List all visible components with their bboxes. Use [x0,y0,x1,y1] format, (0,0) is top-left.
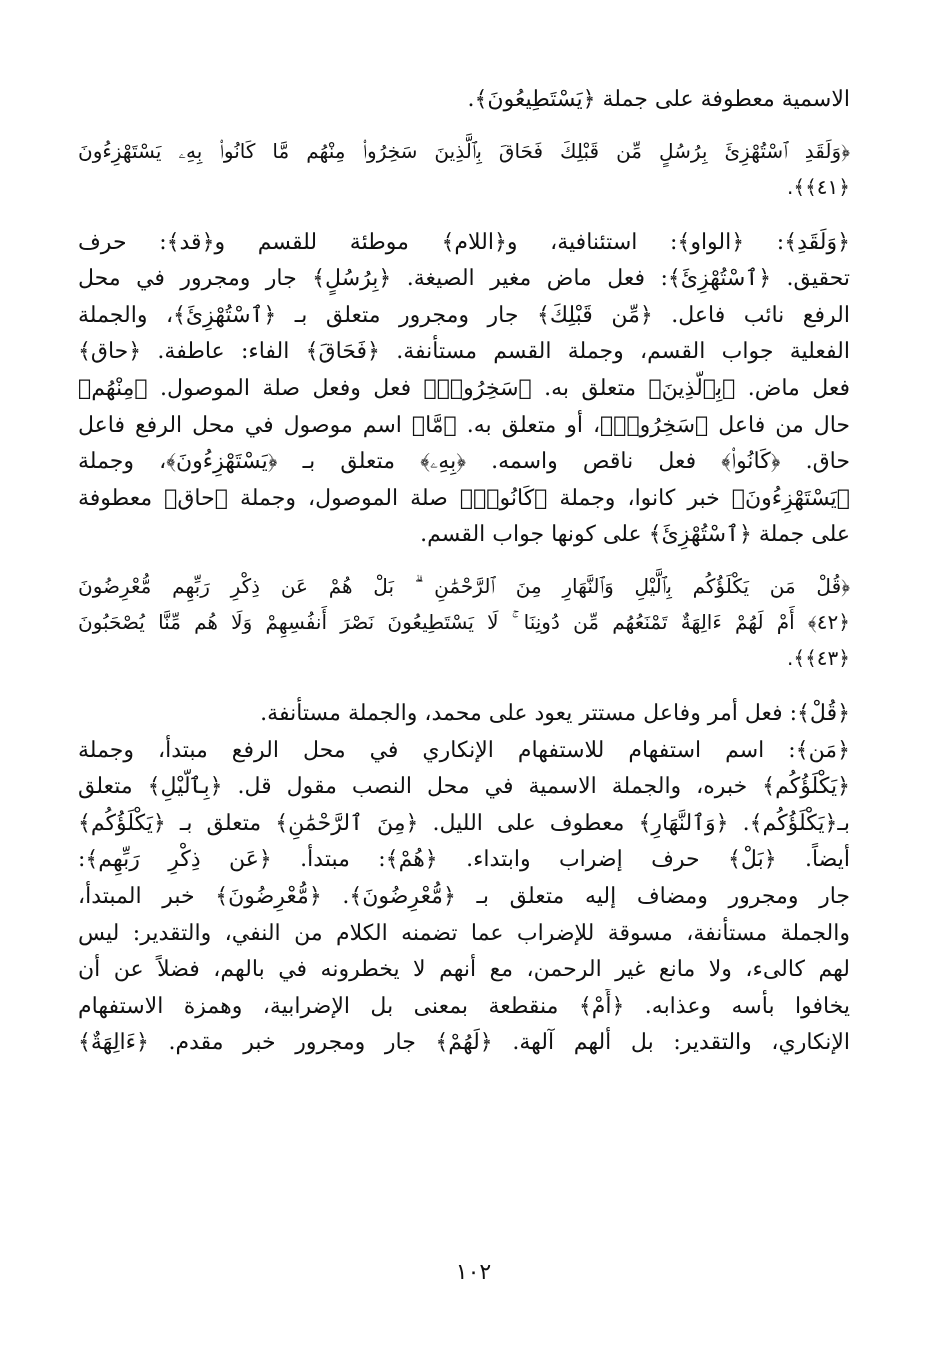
quran-verse-41 [78,133,850,205]
grammar-paragraph-1 [78,225,850,554]
verse-line: ﴿قُلْ مَن يَكْلَؤُكُم بِٱلَّيْلِ وَٱلنَّهَارِ مِنَ ٱلرَّحْمَٰنِ ۗ بَلْ هُمْ عَن ذِكْرِ رَبِّهِم مُّعْرِضُونَ [78,573,850,598]
quran-verse-42-43 [78,568,850,676]
paragraph-line: الفعلية جواب القسم، وجملة القسم مستأنفة. ﴿فَحَاقَ﴾ الفاء: عاطفة. ﴿حاق﴾ [78,339,850,365]
paragraph-line: يخافوا بأسه وعذابه. ﴿أَمْ﴾ منقطعة بمعنى بل الإضرابية، وهمزة الاستفهام [78,993,850,1019]
paragraph-line: تحقيق. ﴿ٱسْتُهْزِئَ﴾: فعل ماض مغير الصيغة. ﴿بِرُسُلٍ﴾ جار ومجرور في محل [78,266,850,292]
paragraph-line: ﴿يَسْتَهْزِءُونَ﴾ خبر كانوا، وجملة ﴿كَانُوا۟﴾ صلة الموصول، وجملة ﴿حاق﴾ معطوفة [78,485,850,511]
paragraph-line: ﴿وَلَقَدِ﴾: ﴿الواو﴾: استئنافية، و﴿اللام﴾ موطئة للقسم و﴿قد﴾: حرف [78,229,850,255]
spacer [78,205,850,225]
verse-line: ﴿٤١﴾﴾. [787,174,850,199]
verse-line: ﴿٤٢﴾ أَمْ لَهُمْ ءَالِهَةٌ تَمْنَعُهُم مِّن دُونِنَا ۚ لَا يَسْتَطِيعُونَ نَصْرَ أَنفُسِهِمْ وَلَا هُم مِّنَّا يُصْحَبُونَ [78,609,850,634]
paragraph-line: حاق. ﴿كَانُوا۟﴾ فعل ناقص واسمه. ﴿بِهِۦ﴾ متعلق بـ ﴿يَسْتَهْزِءُونَ﴾، وجملة [78,449,850,475]
paragraph-line: والجملة مستأنفة، مسوقة للإضراب عما تضمنه الكلام من النفي، والتقدير: ليس [78,920,850,946]
paragraph-line: لهم كالىء، ولا مانع غير الرحمن، مع أنهم لا يخطرونه في بالهم، فضلاً عن أن [78,957,850,983]
page-number: ١٠٢ [455,1260,492,1285]
grammar-paragraph-2 [78,696,850,1062]
paragraph-line: بـ﴿يَكْلَؤُكُم﴾. ﴿وَٱلنَّهَارِ﴾ معطوف على الليل. ﴿مِنَ ٱلرَّحْمَٰنِ﴾ متعلق بـ ﴿يَكْلَؤُكُم﴾ [78,810,850,836]
verse-line: ﴿٤٣﴾﴾. [787,645,850,670]
continuation-line: الاسمية معطوفة على جملة ﴿يَسْتَطِيعُونَ﴾. [467,87,850,112]
spacer [78,554,850,568]
paragraph-line: الإنكاري، والتقدير: بل ألهم آلهة. ﴿لَهُمْ﴾ جار ومجرور خبر مقدم. ﴿ءَالِهَةٌ﴾ [78,1030,850,1056]
paragraph-line: جار ومجرور ومضاف إليه متعلق بـ ﴿مُّعْرِضُونَ﴾. ﴿مُّعْرِضُونَ﴾ خبر المبتدأ، [78,883,850,909]
paragraph-line: على جملة ﴿ٱسْتُهْزِئَ﴾ على كونها جواب القسم. [420,522,850,548]
paragraph-line: ﴿قُلْ﴾: فعل أمر وفاعل مستتر يعود على محمد، والجملة مستأنفة. [260,700,850,726]
verse-line: ﴿وَلَقَدِ ٱسْتُهْزِئَ بِرُسُلٍ مِّن قَبْلِكَ فَحَاقَ بِٱلَّذِينَ سَخِرُوا۟ مِنْهُم مَّا كَانُوا۟ بِهِۦ يَسْتَهْزِءُونَ [78,138,850,163]
spacer [78,119,850,133]
paragraph-line: ﴿يَكْلَؤُكُم﴾ خبره، والجملة الاسمية في محل النصب مقول قل. ﴿بِٱلَّيْلِ﴾ متعلق [78,774,850,800]
paragraph-line: حال من فاعل ﴿سَخِرُوا۟﴾، أو متعلق به. ﴿مَّا﴾ اسم موصول في محل الرفع فاعل [78,412,850,438]
paragraph-line: فعل ماض. ﴿بِٱلَّذِينَ﴾ متعلق به. ﴿سَخِرُوا۟﴾ فعل وفعل صلة الموصول. ﴿مِنْهُم﴾ [78,375,850,401]
page-body [78,82,850,1062]
spacer [78,676,850,696]
paragraph-line: ﴿مَن﴾: اسم استفهام للاستفهام الإنكاري في محل الرفع مبتدأ، وجملة [78,737,850,763]
paragraph-line: أيضاً. ﴿بَلْ﴾ حرف إضراب وابتداء. ﴿هُمْ﴾: مبتدأ. ﴿عَن ذِكْرِ رَبِّهِم﴾: [78,847,850,873]
paragraph-line: الرفع نائب فاعل. ﴿مِّن قَبْلِكَ﴾ جار ومجرور متعلق بـ ﴿ٱسْتُهْزِئَ﴾، والجملة [78,302,850,328]
